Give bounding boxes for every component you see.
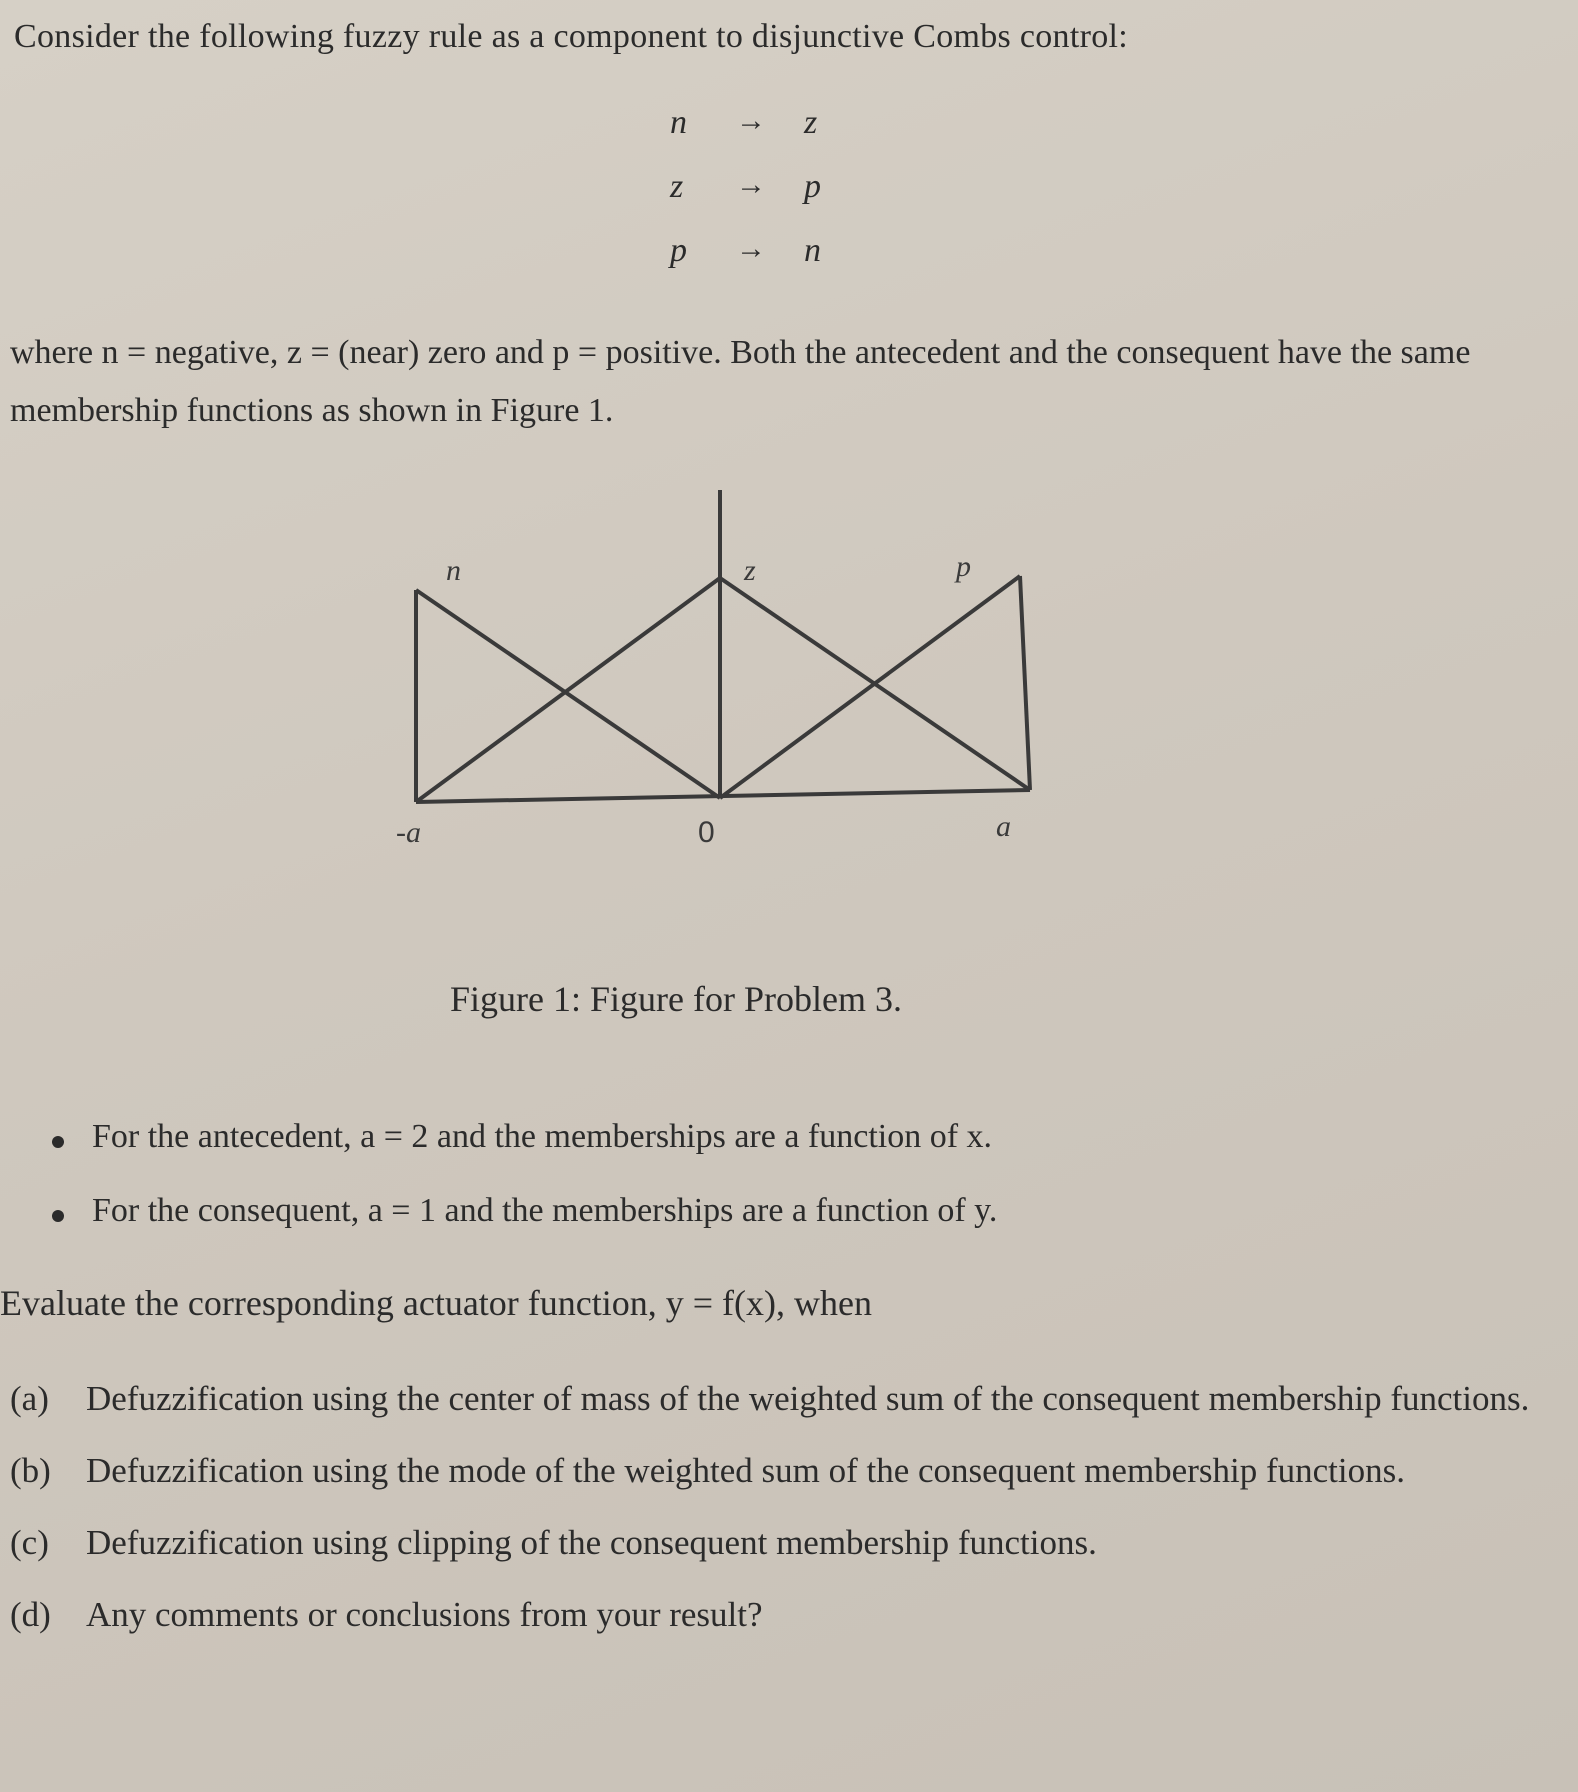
rule-arrow: →: [736, 104, 766, 137]
question-parts: [10, 1368, 1560, 1656]
tick-label-a: a: [996, 810, 1011, 843]
bullet-text: For the consequent, a = 1 and the memberships are a function of y.: [92, 1192, 998, 1229]
p-right-edge: [1020, 576, 1030, 790]
p-set-label: p: [956, 550, 971, 583]
bullet-icon: [52, 1210, 64, 1222]
part-label: (d): [10, 1595, 51, 1634]
tick-label-zero: 0: [698, 816, 715, 849]
rule-consequent: p: [804, 168, 821, 205]
part-text: Defuzzification using the center of mass of the weighted sum of the consequent membership functions.: [86, 1379, 1530, 1418]
fuzzy-rule-table: [670, 104, 860, 296]
list-item: [40, 1192, 997, 1266]
question-part-d: [10, 1584, 1560, 1646]
bullet-text: For the antecedent, a = 2 and the memberships are a function of x.: [92, 1118, 993, 1155]
tick-label-neg-a: -a: [396, 816, 421, 849]
rule-arrow: →: [736, 168, 766, 201]
membership-diagram: [360, 480, 1080, 860]
n-set-label: n: [446, 554, 461, 587]
z-set-label: z: [744, 554, 756, 587]
parameter-list: [40, 1118, 997, 1266]
definition-paragraph: where n = negative, z = (near) zero and p = positive. Both the antecedent and the consequent have the same membership functions as shown in Figure 1.: [10, 334, 1471, 429]
part-text: Defuzzification using the mode of the weighted sum of the consequent membership functions.: [86, 1451, 1405, 1490]
rule-arrow: →: [736, 232, 766, 265]
part-label: (a): [10, 1379, 49, 1418]
part-text: Any comments or conclusions from your result?: [86, 1595, 763, 1634]
part-label: (b): [10, 1451, 51, 1490]
figure-caption: Figure 1: Figure for Problem 3.: [450, 979, 902, 1019]
list-item: [40, 1118, 997, 1192]
bullet-icon: [52, 1136, 64, 1148]
rule-antecedent: n: [670, 104, 687, 141]
rule-antecedent: p: [670, 232, 687, 269]
question-part-b: [10, 1440, 1560, 1502]
part-label: (c): [10, 1523, 49, 1562]
evaluate-text: Evaluate the corresponding actuator function, y = f(x), when: [0, 1283, 872, 1323]
membership-function-figure: [360, 480, 1080, 860]
intro-text: Consider the following fuzzy rule as a component to disjunctive Combs control:: [14, 18, 1129, 55]
part-text: Defuzzification using clipping of the consequent membership functions.: [86, 1523, 1097, 1562]
rule-row-3: [670, 232, 860, 296]
question-part-c: [10, 1512, 1560, 1574]
rule-row-2: [670, 168, 860, 232]
rule-consequent: n: [804, 232, 821, 269]
question-part-a: [10, 1368, 1560, 1430]
rule-row-1: [670, 104, 860, 168]
rule-consequent: z: [804, 104, 818, 141]
rule-antecedent: z: [670, 168, 684, 205]
